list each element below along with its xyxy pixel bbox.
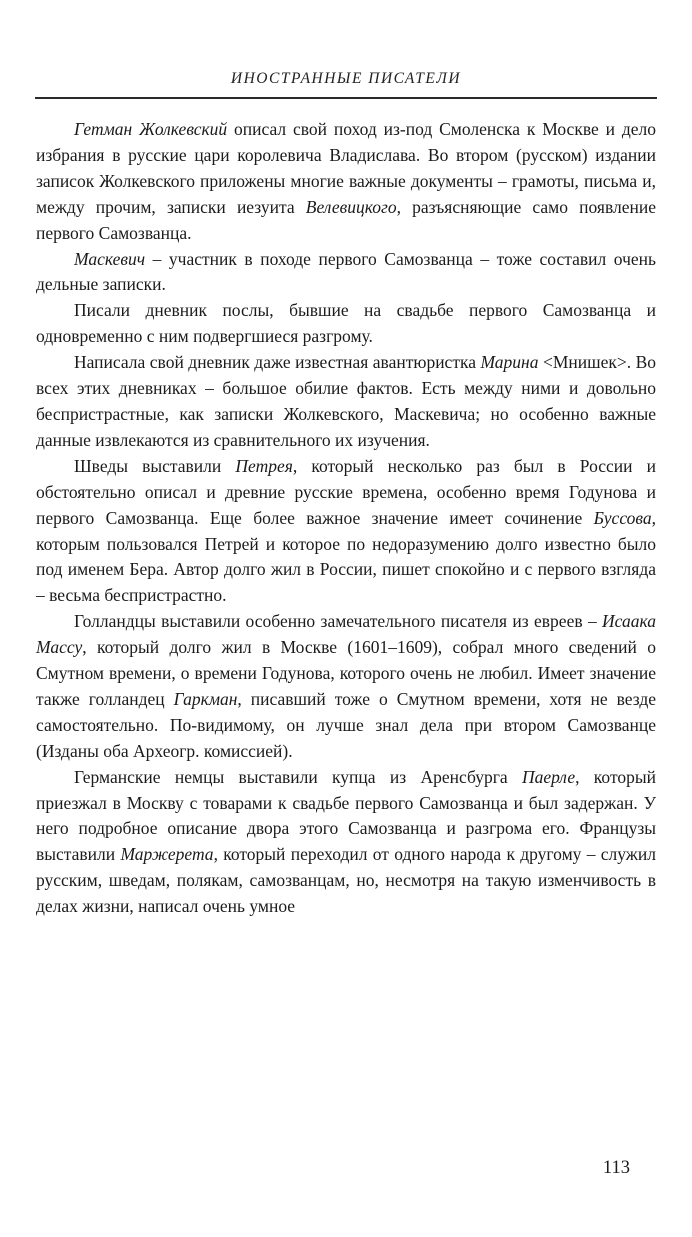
text-run: – участник в походе первого Самозванца – тоже составил очень дельные записки. (36, 248, 656, 295)
italic-text-run: Паерле (522, 766, 576, 787)
text-run: Шведы выставили (74, 455, 236, 476)
paragraph (36, 609, 656, 764)
paragraph (36, 350, 656, 454)
text-run: , которым пользовался Петрей и которое по недоразумению долго известно было под именем Бера. Автор долго жил в России, пишет спокойно и с первого взгляда – весьма беспристрастно. (36, 507, 656, 606)
page-number: 113 (602, 1158, 630, 1178)
text-run: Голландцы выставили особенно замечательного писателя из евреев – (74, 611, 603, 632)
running-header-title: ИНОСТРАННЫЕ ПИСАТЕЛИ (230, 70, 462, 87)
italic-text-run: Велевицкого (305, 196, 397, 217)
text-run: , который несколько раз был в России и обстоятельно описал и древние русские времена, особенно время Годунова и первого Самозванца. Еще более важное значение имеет сочинение (36, 455, 657, 528)
paragraph (36, 117, 656, 247)
italic-text-run: Буссова (593, 507, 652, 528)
italic-text-run: Маскевич (74, 248, 146, 269)
italic-text-run: Маржерета (120, 844, 214, 865)
paragraph (36, 765, 656, 920)
text-run: , который долго жил в Москве (1601–1609), собрал много сведений о Смутном времени, о времени Годунова, которого очень не любил. Имеет значение также голландец (36, 637, 656, 709)
text-run: <Мнишек>. Во всех этих дневниках – большое обилие фактов. Есть между ними и довольно беспристрастные, как записки Жолкевского, Маскевича; но особенно важные данные извлекаются из сравнительного их изучения. (36, 352, 656, 450)
running-header (35, 70, 657, 99)
italic-text-run: Гаркман (173, 688, 238, 709)
text-run: , который переходил от одного народа к другому – служил русским, шведам, полякам, самозванцам, но, несмотря на такую изменчивость в делах жизни, написал очень умное (36, 844, 656, 917)
text-run: Писали дневник послы, бывшие на свадьбе первого Самозванца и одновременно с ним подвергшиеся разгрому. (36, 300, 656, 347)
paragraph (36, 298, 656, 350)
body-text (36, 117, 656, 920)
text-run: Германские немцы выставили купца из Аренсбурга (74, 766, 523, 787)
text-run: , который приезжал в Москву с товарами к свадьбе первого Самозванца и был задержан. У него подробное описание двора этого Самозванца и разгрома его. Французы выставили (36, 766, 656, 865)
italic-text-run: Марина (480, 352, 539, 373)
paragraph (36, 247, 656, 299)
italic-text-run: Исаака Массу (36, 611, 656, 658)
italic-text-run: Гетман Жолкевский (74, 119, 228, 139)
text-run: , разъясняющие само появление первого Самозванца. (36, 196, 656, 243)
text-run: , писавший тоже о Смутном времени, хотя не везде самостоятельно. По-видимому, он лучше знал дела при втором Самозванце (Изданы оба Археогр. комиссией). (36, 688, 656, 761)
text-run: описал свой поход из-под Смоленска к Москве и дело избрания в русские цари королевича Владислава. Во втором (русском) издании записок Жолкевского приложены многие важные документы – грамоты, письма и, между прочим, записки иезуита (36, 119, 656, 217)
paragraph (36, 454, 656, 609)
text-run: Написала свой дневник даже известная авантюристка (74, 352, 481, 373)
italic-text-run: Петрея (235, 455, 293, 476)
